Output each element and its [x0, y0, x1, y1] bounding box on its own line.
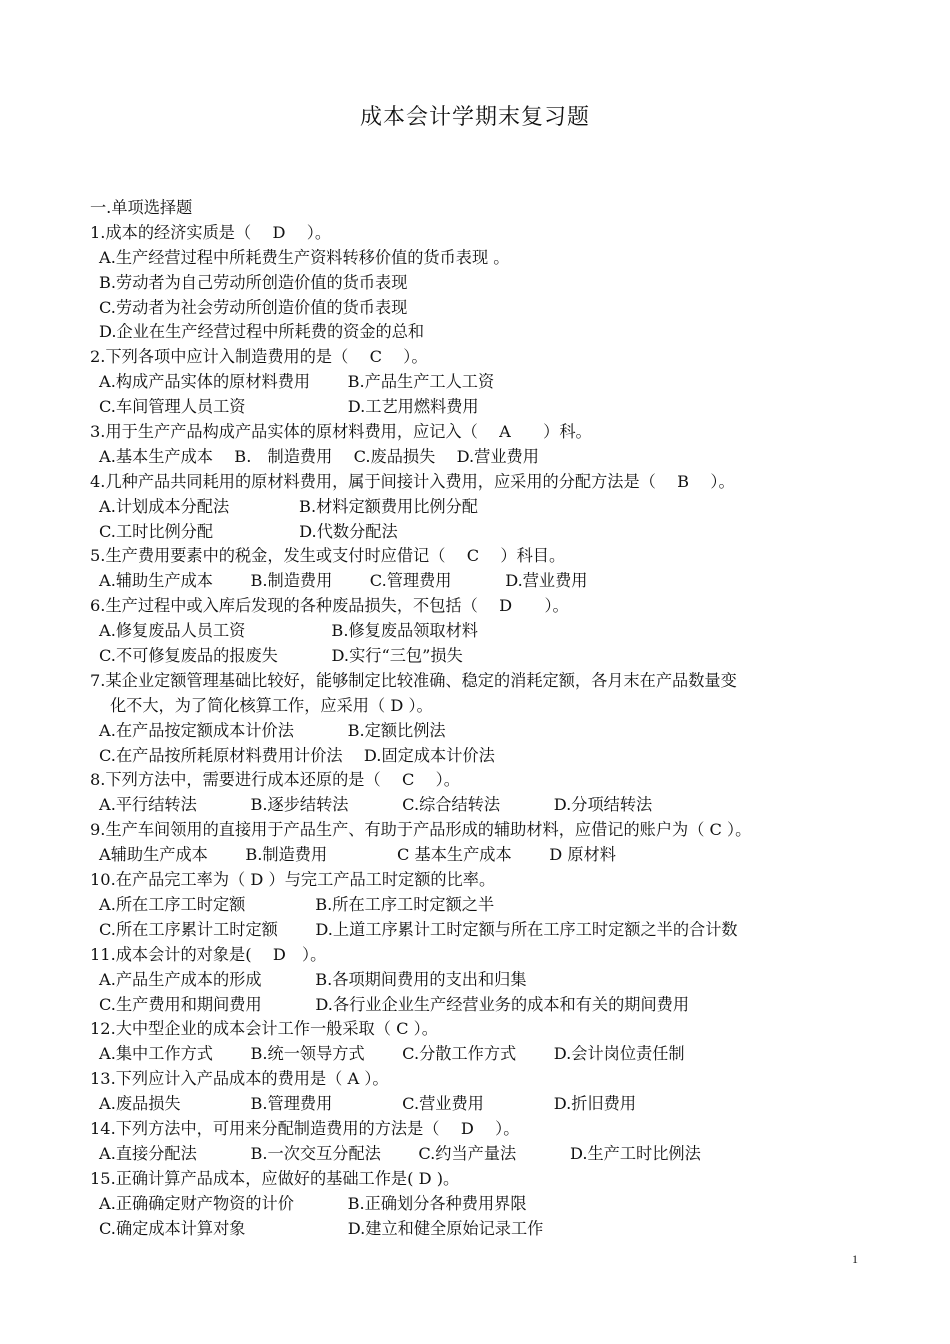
- answer-option: A.计划成本分配法 B.材料定额费用比例分配: [99, 496, 478, 516]
- question-line: 4.几种产品共同耗用的原材料费用，属于间接计入费用，应采用的分配方法是（ B ）。: [90, 471, 735, 491]
- answer-option: A.所在工序工时定额 B.所在工序工时定额之半: [99, 894, 495, 914]
- answer-option: A.修复废品人员工资 B.修复废品领取材料: [99, 621, 478, 641]
- document-title: 成本会计学期末复习题: [359, 105, 590, 130]
- answer-option: A.构成产品实体的原材料费用 B.产品生产工人工资: [99, 372, 495, 392]
- answer-option: A.产品生产成本的形成 B.各项期间费用的支出和归集: [99, 969, 527, 989]
- question-line: 7.某企业定额管理基础比较好，能够制定比较准确、稳定的消耗定额，各月末在产品数量变: [90, 670, 737, 690]
- answer-option: A.直接分配法 B.一次交互分配法 C.约当产量法 D.生产工时比例法: [99, 1143, 701, 1163]
- answer-option: A.平行结转法 B.逐步结转法 C.综合结转法 D.分项结转法: [99, 795, 653, 815]
- answer-option: A.辅助生产成本 B.制造费用 C.管理费用 D.营业费用: [99, 571, 588, 591]
- answer-option: A.废品损失 B.管理费用 C.营业费用 D.折旧费用: [99, 1094, 637, 1114]
- answer-option: A.在产品按定额成本计价法 B.定额比例法: [99, 720, 446, 740]
- answer-option: C.所在工序累计工时定额 D.上道工序累计工时定额与所在工序工时定额之半的合计数: [99, 919, 738, 939]
- answer-option: D.企业在生产经营过程中所耗费的资金的总和: [99, 322, 425, 342]
- question-continuation: 化不大，为了简化核算工作，应采用（ D ）。: [110, 695, 433, 715]
- answer-option: C.劳动者为社会劳动所创造价值的货币表现: [99, 297, 408, 317]
- question-line: 14.下列方法中，可用来分配制造费用的方法是（ D ）。: [90, 1118, 520, 1138]
- question-line: 11.成本会计的对象是( D ）。: [90, 944, 327, 964]
- answer-option: A.生产经营过程中所耗费生产资料转移价值的货币表现 。: [99, 247, 510, 267]
- question-line: 9.生产车间领用的直接用于产品生产、有助于产品形成的辅助材料，应借记的账户为（ C ）。: [90, 820, 752, 840]
- page-number: 1: [852, 1252, 858, 1266]
- answer-option: A.基本生产成本 B. 制造费用 C.废品损失 D.营业费用: [99, 446, 539, 466]
- answer-option: C.确定成本计算对象 D.建立和健全原始记录工作: [99, 1218, 544, 1238]
- question-line: 1.成本的经济实质是（ D ）。: [90, 222, 332, 242]
- answer-option: C.生产费用和期间费用 D.各行业企业生产经营业务的成本和有关的期间费用: [99, 994, 690, 1014]
- question-line: 6.生产过程中或入库后发现的各种废品损失，不包括（ D ）。: [90, 596, 569, 616]
- answer-option: A.集中工作方式 B.统一领导方式 C.分散工作方式 D.会计岗位责任制: [99, 1044, 685, 1064]
- section-heading: 一.单项选择题: [90, 198, 193, 217]
- question-line: 3.用于生产产品构成产品实体的原材料费用，应记入（ A ）科。: [90, 422, 592, 442]
- question-line: 15.正确计算产品成本，应做好的基础工作是( D )。: [90, 1168, 460, 1188]
- question-line: 13.下列应计入产品成本的费用是（ A ）。: [90, 1069, 389, 1089]
- answer-option: C.不可修复废品的报废失 D.实行“三包”损失: [99, 646, 463, 666]
- answer-option: A辅助生产成本 B.制造费用 C 基本生产成本 D 原材料: [99, 845, 616, 865]
- question-line: 12.大中型企业的成本会计工作一般采取（ C ）。: [90, 1019, 438, 1039]
- question-line: 8.下列方法中，需要进行成本还原的是（ C ）。: [90, 770, 460, 790]
- question-list: [90, 196, 870, 1241]
- answer-option: A.正确确定财产物资的计价 B.正确划分各种费用界限: [99, 1193, 527, 1213]
- question-line: 5.生产费用要素中的税金，发生或支付时应借记（ C ）科目。: [90, 546, 566, 566]
- question-line: 10.在产品完工率为（ D ）与完工产品工时定额的比率。: [90, 870, 496, 890]
- answer-option: C.在产品按所耗原材料费用计价法 D.固定成本计价法: [99, 745, 495, 765]
- question-line: 2.下列各项中应计入制造费用的是（ C ）。: [90, 347, 428, 367]
- answer-option: C.工时比例分配 D.代数分配法: [99, 521, 398, 541]
- answer-option: C.车间管理人员工资 D.工艺用燃料费用: [99, 397, 479, 417]
- answer-option: B.劳动者为自己劳动所创造价值的货币表现: [99, 272, 408, 292]
